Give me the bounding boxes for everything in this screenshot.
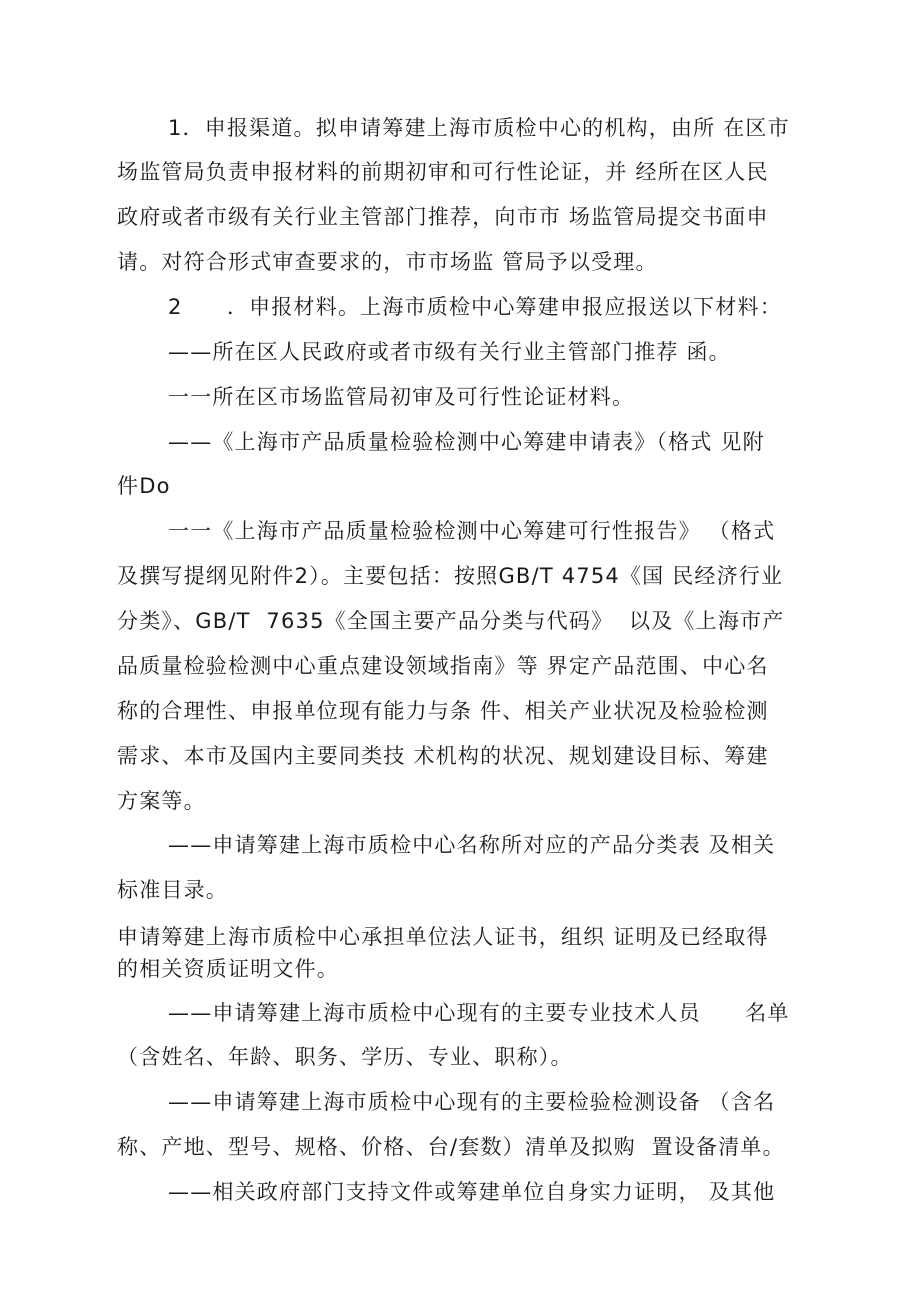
list-item-feasibility-line-3: 分类》、GB/T 7635《全国主要产品分类与代码》 以及《上海市产 [117,609,785,633]
paragraph-1-line-1: 1．申报渠道。拟申请筹建上海市质检中心的机构，由所 在区市 [168,116,790,140]
list-item-feasibility-line-7: 方案等。 [117,789,206,813]
list-item-initial-review: 一一所在区市场监管局初审及可行性论证材料。 [168,385,635,409]
list-item-support-documents: ——相关政府部门支持文件或筹建单位自身实力证明， 及其他 [168,1180,776,1204]
list-item-recommendation: ——所在区人民政府或者市级有关行业主管部门推荐 函。 [168,340,731,364]
list-item-application-form-line-2: 件Do [117,474,171,498]
paragraph-1-line-2: 场监管局负责申报材料的前期初审和可行性论证，并 经所在区人民 [117,160,769,184]
paragraph-1-line-3: 政府或者市级有关行业主管部门推荐，向市市 场监管局提交书面申 [117,205,769,229]
list-item-feasibility-line-4: 品质量检验检测中心重点建设领域指南》等 界定产品范围、中心名 [117,654,769,678]
list-item-feasibility-line-6: 需求、本市及国内主要同类技 术机构的状况、规划建设目标、筹建 [117,744,769,768]
list-item-application-form-line-1: ——《上海市产品质量检验检测中心筹建申请表》（格式 见附 [168,430,765,454]
list-item-classification-line-1: ——申请筹建上海市质检中心名称所对应的产品分类表 及相关 [168,833,776,857]
list-item-equipment-line-1: ——申请筹建上海市质检中心现有的主要检验检测设备 （含名 [168,1090,776,1114]
paragraph-2-line-1: 2 ．申报材料。上海市质检中心筹建申报应报送以下材料： [168,295,782,319]
list-item-equipment-line-2: 称、产地、型号、规格、价格、台/套数）清单及拟购 置设备清单。 [117,1135,785,1159]
list-item-feasibility-line-1: 一一《上海市产品质量检验检测中心筹建可行性报告》 （格式 [168,519,776,543]
paragraph-1-line-4: 请。对符合形式审查要求的，市市场监 管局予以受理。 [117,250,658,274]
list-item-certificate-line-2: 的相关资质证明文件。 [117,957,339,981]
list-item-certificate-line-1: 申请筹建上海市质检中心承担单位法人证书，组织 证明及已经取得 [117,925,769,949]
list-item-personnel-line-1: ——申请筹建上海市质检中心现有的主要专业技术人员 名单 [168,1001,790,1025]
list-item-personnel-line-2: （含姓名、年龄、职务、学历、专业、职称）。 [117,1045,573,1069]
list-item-feasibility-line-2: 及撰写提纲见附件2）。主要包括：按照GB/T 4754《国 民经济行业 [117,564,784,588]
list-item-feasibility-line-5: 称的合理性、申报单位现有能力与条 件、相关产业状况及检验检测 [117,699,769,723]
list-item-classification-line-2: 标准目录。 [117,878,228,902]
